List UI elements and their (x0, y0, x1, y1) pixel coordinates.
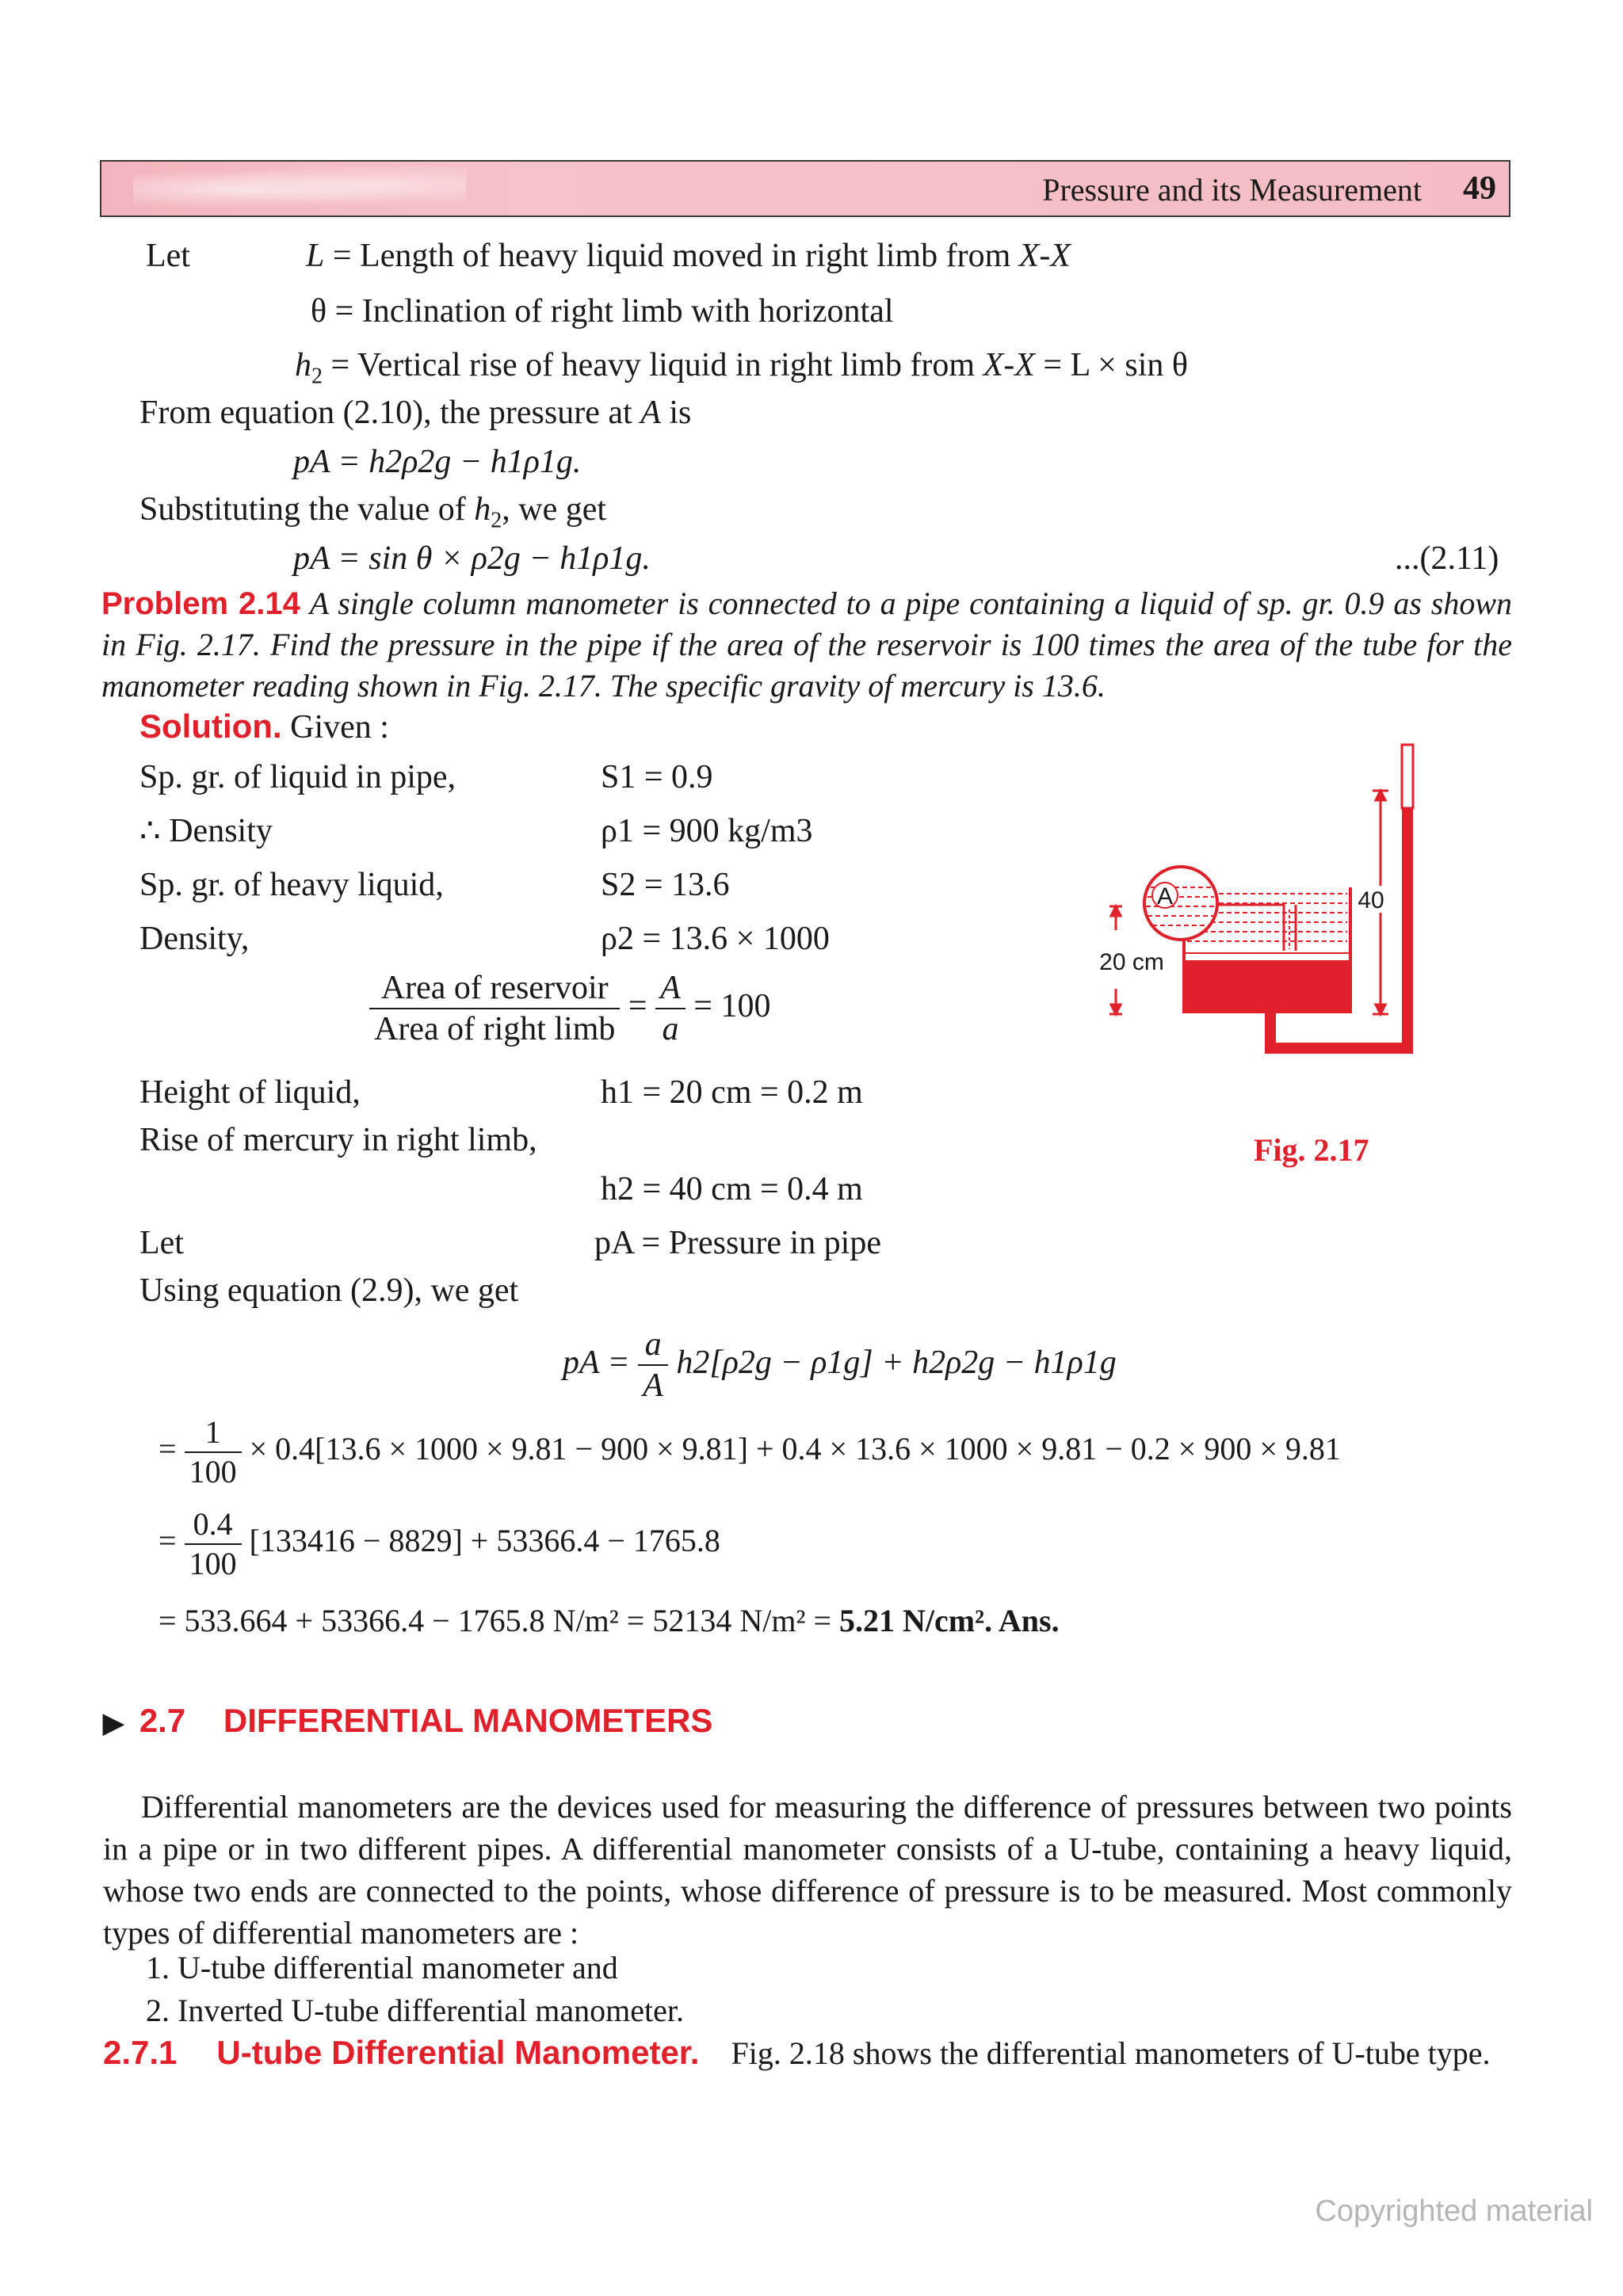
main-equation: pA = $\frac{a}{A}$ h2[ρ2g − ρ1g] + h2ρ2g − h1ρ1g (563, 1326, 1117, 1405)
let-label: Let (146, 238, 190, 274)
given-label-4: Density, (139, 921, 250, 957)
given-value-2: ρ1 = 900 kg/m3 (601, 813, 813, 849)
page-number: 49 (1463, 170, 1496, 207)
calculation-line-2: = $\frac{0.4}{100}$ [133416 − 8829] + 53366.4 − 1765.8 (158, 1506, 720, 1581)
header-title: Pressure and its Measurement (1042, 172, 1422, 208)
calculation-line-1: = $\frac{1}{100}$ × 0.4[13.6 × 1000 × 9.81 − 900 × 9.81] + 0.4 × 13.6 × 1000 × 9.81 − 0.2 × 900 × 9.81 (158, 1414, 1341, 1489)
given-value-3: S2 = 13.6 (601, 867, 730, 903)
figure-caption: Fig. 2.17 (1254, 1132, 1369, 1168)
right-limb-top (1402, 745, 1413, 808)
solution-heading: Solution. Given : (139, 707, 389, 746)
equation-pa: pA = h2ρ2g − h1ρ1g. (293, 444, 582, 480)
page-header (100, 160, 1510, 217)
right-limb-mercury (1402, 808, 1413, 1054)
rise-value: h2 = 40 cm = 0.4 m (601, 1171, 863, 1207)
definition-theta: θ = Inclination of right limb with horizontal (311, 293, 894, 330)
subsection-2-7-1: 2.7.1 U-tube Differential Manometer. Fig. 2.18 shows the differential manometers of U-tube type. (103, 2034, 1491, 2071)
problem-statement: Problem 2.14 A single column manometer is connected to a pipe containing a liquid of sp. gr. 0.9 as shown in Fig. 2.17. Find the pressure in the pipe if the area of the reservoir is 100 times the area of the tube for the manometer reading shown in Fig. 2.17. The specific gravity of mercury is 13.6. (101, 585, 1512, 704)
given-label-2: ∴ Density (139, 813, 273, 849)
section-heading: ▶ 2.7 DIFFERENTIAL MANOMETERS (103, 1702, 713, 1739)
using-equation-text: Using equation (2.9), we get (139, 1272, 519, 1309)
given-label-1: Sp. gr. of liquid in pipe, (139, 759, 456, 795)
figure-2-17 (1086, 737, 1434, 1180)
given-value-1: S1 = 0.9 (601, 759, 713, 795)
definition-L: L = Length of heavy liquid moved in right limb from X-X (306, 238, 1071, 274)
header-texture (133, 166, 466, 212)
list-item-1: 1. U-tube differential manometer and (146, 1950, 618, 1985)
definition-h2: $h_2$ = Vertical rise of heavy liquid in right limb from X-X = L × sin θ (295, 347, 1188, 389)
reservoir-mercury (1184, 956, 1350, 1012)
reservoir-outlet (1265, 1011, 1276, 1051)
label-20cm: 20 cm (1099, 949, 1164, 975)
from-equation-text: From equation (2.10), the pressure at A is (139, 395, 692, 431)
given-value-4: ρ2 = 13.6 × 1000 (601, 921, 830, 957)
bottom-tube (1265, 1043, 1413, 1054)
calculation-line-3: = 533.664 + 53366.4 − 1765.8 N/m² = 52134 N/m² = 5.21 N/cm². Ans. (158, 1603, 1060, 1638)
label-40: 40 (1358, 887, 1384, 913)
substituting-text: Substituting the value of $h_2$, we get (139, 491, 607, 533)
rise-label: Rise of mercury in right limb, (139, 1122, 537, 1158)
section-paragraph: Differential manometers are the devices used for measuring the difference of pressures between two points in a pipe or in two different pipes. A differential manometer consists of a U-tube, containing a heavy liquid, whose two ends are connected to the points, whose difference of pressure is to be measured. Most commonly types of differential manometers are : (103, 1789, 1512, 1951)
section-marker-icon: ▶ (103, 1708, 124, 1738)
given-label-3: Sp. gr. of heavy liquid, (139, 867, 444, 903)
equation-2-11: pA = sin θ × ρ2g − h1ρ1g. (293, 540, 651, 577)
copyright-watermark: Copyrighted material (1315, 2195, 1593, 2228)
let2-value: pA = Pressure in pipe (594, 1225, 881, 1261)
height-label: Height of liquid, (139, 1074, 361, 1111)
label-A: A (1156, 883, 1174, 910)
area-ratio: $\frac{\text{Area of reservoir}}{\text{Area of right limb}}$ = $\frac{A}{a}$ = 100 (369, 968, 770, 1050)
let2-label: Let (139, 1225, 184, 1261)
height-value: h1 = 20 cm = 0.2 m (601, 1074, 863, 1111)
equation-number: ...(2.11) (1395, 540, 1499, 577)
list-item-2: 2. Inverted U-tube differential manometer. (146, 1993, 685, 2028)
